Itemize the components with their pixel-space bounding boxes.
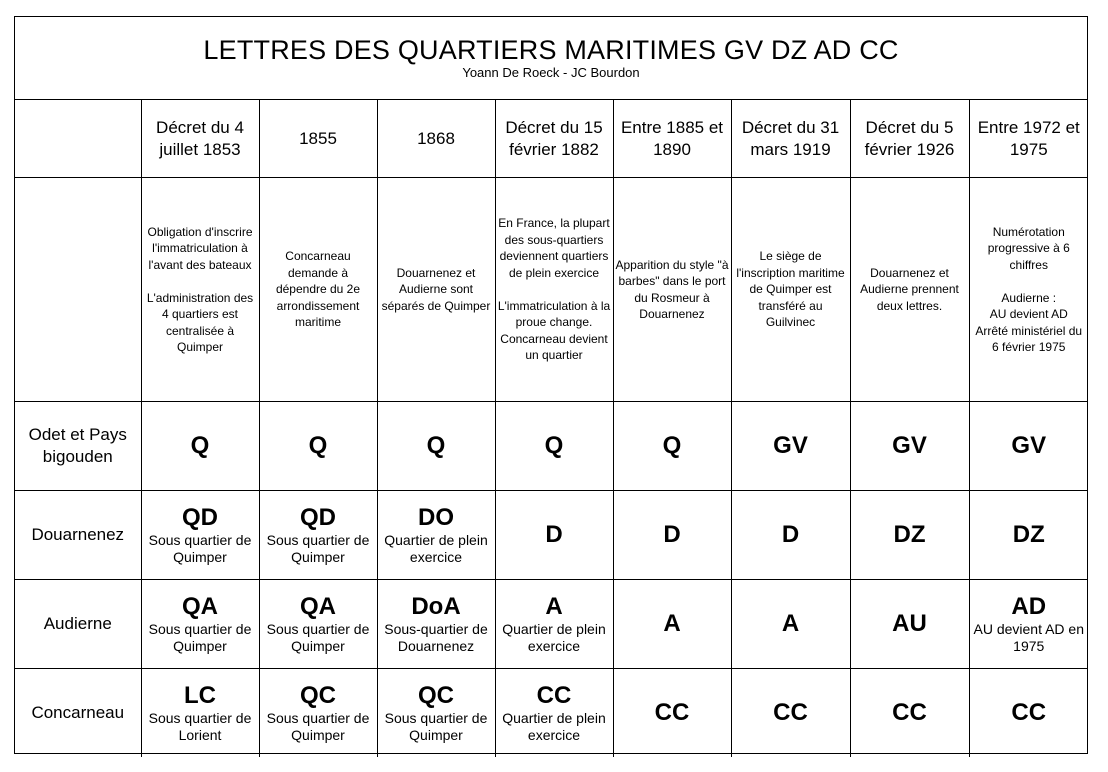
table-cell bbox=[850, 491, 969, 580]
cell-note: Quartier de plein exercice bbox=[384, 532, 488, 565]
cell-note: Sous-quartier de Douarnenez bbox=[384, 621, 488, 654]
period-header: Décret du 31 mars 1919 bbox=[731, 100, 850, 178]
period-description: Douarnenez et Audierne prennent deux lettres. bbox=[850, 178, 969, 402]
period-header: Entre 1972 et 1975 bbox=[969, 100, 1088, 178]
table-cell bbox=[259, 491, 377, 580]
table-cell bbox=[613, 402, 731, 491]
table-cell bbox=[731, 402, 850, 491]
quarter-code: Q bbox=[662, 432, 682, 459]
quarter-code: LC bbox=[184, 682, 216, 709]
quarter-code: D bbox=[781, 521, 800, 548]
table-cell bbox=[850, 580, 969, 669]
table-cell bbox=[495, 491, 613, 580]
quarter-code: DO bbox=[418, 504, 454, 531]
table-cell bbox=[731, 580, 850, 669]
quarter-code: CC bbox=[773, 699, 808, 726]
period-header: Entre 1885 et 1890 bbox=[613, 100, 731, 178]
period-description: Apparition du style "à barbes" dans le port du Rosmeur à Douarnenez bbox=[613, 178, 731, 402]
quarter-code: D bbox=[663, 521, 681, 548]
cell-note: Quartier de plein exercice bbox=[502, 710, 606, 743]
cell-note: Sous quartier de Quimper bbox=[266, 532, 370, 565]
cell-note: Sous quartier de Quimper bbox=[148, 532, 252, 565]
quarter-code: DoA bbox=[411, 593, 461, 620]
table-cell bbox=[613, 580, 731, 669]
period-description: Le siège de l'inscription maritime de Quimper est transféré au Guilvinec bbox=[731, 178, 850, 402]
period-header: 1855 bbox=[259, 100, 377, 178]
table-cell bbox=[259, 402, 377, 491]
quarter-code: QA bbox=[182, 593, 218, 620]
table-cell bbox=[141, 580, 259, 669]
table-cell bbox=[969, 491, 1088, 580]
quarter-code: QD bbox=[300, 504, 336, 531]
table-cell bbox=[141, 402, 259, 491]
quarter-code: Q bbox=[544, 432, 564, 459]
row-label: Audierne bbox=[15, 580, 141, 669]
quarter-code: CC bbox=[892, 699, 927, 726]
table-row bbox=[15, 402, 1088, 491]
quarter-code: QC bbox=[300, 682, 336, 709]
quarter-code: QC bbox=[418, 682, 454, 709]
quarter-code: CC bbox=[1011, 699, 1047, 726]
quarter-code: Q bbox=[426, 432, 446, 459]
cell-note: Quartier de plein exercice bbox=[502, 621, 606, 654]
page-title: LETTRES DES QUARTIERS MARITIMES GV DZ AD CC bbox=[203, 35, 899, 65]
table-cell bbox=[969, 669, 1088, 758]
quarter-code: GV bbox=[1011, 432, 1047, 459]
quarter-code: GV bbox=[773, 432, 808, 459]
table-row bbox=[15, 669, 1088, 758]
period-description: Numérotation progressive à 6 chiffres Audierne : AU devient AD Arrêté ministériel du 6 février 1975 bbox=[969, 178, 1088, 402]
table-cell bbox=[377, 402, 495, 491]
quarter-code: A bbox=[663, 610, 681, 637]
maritime-letters-table bbox=[15, 100, 1088, 757]
quarter-code: CC bbox=[536, 682, 572, 709]
quarter-code: DZ bbox=[1012, 521, 1045, 548]
period-description: Douarnenez et Audierne sont séparés de Quimper bbox=[377, 178, 495, 402]
table-row bbox=[15, 491, 1088, 580]
table-cell bbox=[377, 669, 495, 758]
header-row bbox=[15, 100, 1088, 178]
table-cell bbox=[377, 491, 495, 580]
table-cell bbox=[495, 402, 613, 491]
period-header: 1868 bbox=[377, 100, 495, 178]
table-cell bbox=[495, 580, 613, 669]
quarter-code: AU bbox=[892, 610, 927, 637]
quarter-code: AD bbox=[1011, 593, 1047, 620]
table-cell bbox=[731, 669, 850, 758]
quarter-code: Q bbox=[308, 432, 328, 459]
title-block bbox=[15, 17, 1087, 100]
quarter-code: D bbox=[545, 521, 563, 548]
row-label: Odet et Pays bigouden bbox=[15, 402, 141, 491]
quarter-code: QD bbox=[182, 504, 218, 531]
table-body bbox=[15, 100, 1088, 757]
period-description: Concarneau demande à dépendre du 2e arrondissement maritime bbox=[259, 178, 377, 402]
period-header: Décret du 5 février 1926 bbox=[850, 100, 969, 178]
period-header: Décret du 15 février 1882 bbox=[495, 100, 613, 178]
quarter-code: CC bbox=[654, 699, 690, 726]
row-label: Douarnenez bbox=[15, 491, 141, 580]
period-description: En France, la plupart des sous-quartiers deviennent quartiers de plein exercice L'immatriculation à la proue change. Concarneau devient un quartier bbox=[495, 178, 613, 402]
quarter-code: A bbox=[781, 610, 800, 637]
table-cell bbox=[259, 580, 377, 669]
cell-note: Sous quartier de Lorient bbox=[148, 710, 252, 743]
period-description: Obligation d'inscrire l'immatriculation à l'avant des bateaux L'administration des 4 quartiers est centralisée à Quimper bbox=[141, 178, 259, 402]
authors-subtitle: Yoann De Roeck - JC Bourdon bbox=[462, 65, 640, 80]
period-header: Décret du 4 juillet 1853 bbox=[141, 100, 259, 178]
table-cell bbox=[613, 491, 731, 580]
table-cell bbox=[613, 669, 731, 758]
table-row bbox=[15, 580, 1088, 669]
table-cell bbox=[495, 669, 613, 758]
table-cell bbox=[850, 669, 969, 758]
cell-note: Sous quartier de Quimper bbox=[384, 710, 488, 743]
cell-note: Sous quartier de Quimper bbox=[266, 621, 370, 654]
row-label: Concarneau bbox=[15, 669, 141, 758]
table-cell bbox=[377, 580, 495, 669]
table-cell bbox=[141, 491, 259, 580]
corner-cell bbox=[15, 100, 141, 178]
cell-note: Sous quartier de Quimper bbox=[148, 621, 252, 654]
quarter-code: Q bbox=[190, 432, 210, 459]
document-sheet bbox=[14, 16, 1088, 754]
corner-cell bbox=[15, 178, 141, 402]
quarter-code: DZ bbox=[893, 521, 926, 548]
cell-note: Sous quartier de Quimper bbox=[266, 710, 370, 743]
cell-note: AU devient AD en 1975 bbox=[973, 621, 1084, 654]
quarter-code: GV bbox=[892, 432, 927, 459]
quarter-code: A bbox=[545, 593, 563, 620]
table-cell bbox=[850, 402, 969, 491]
table-cell bbox=[259, 669, 377, 758]
quarter-code: QA bbox=[300, 593, 336, 620]
description-row bbox=[15, 178, 1088, 402]
table-cell bbox=[969, 402, 1088, 491]
table-cell bbox=[731, 491, 850, 580]
table-cell bbox=[141, 669, 259, 758]
table-cell bbox=[969, 580, 1088, 669]
